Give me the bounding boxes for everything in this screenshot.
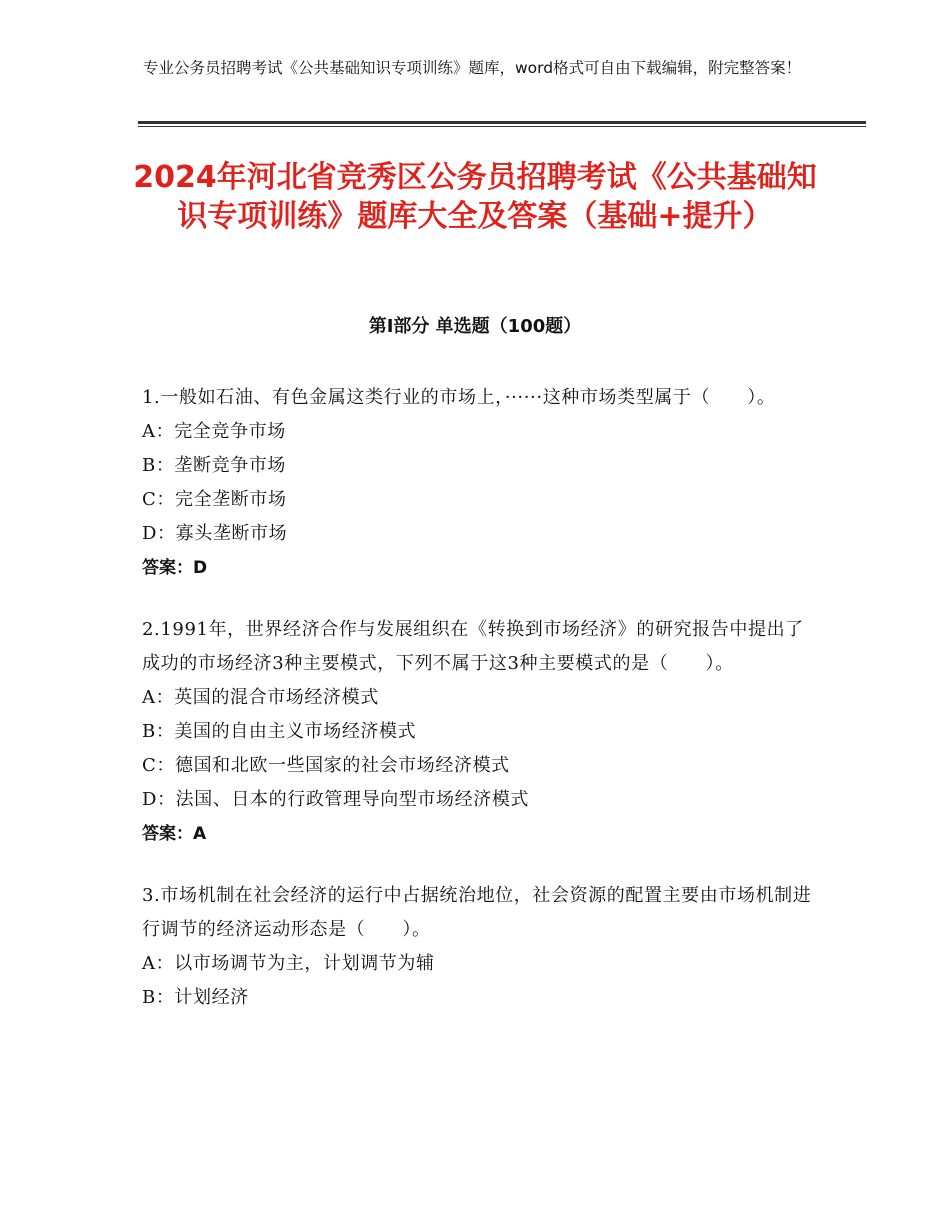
question-2 xyxy=(142,613,814,851)
option-c: C：德国和北欧一些国家的社会市场经济模式 xyxy=(142,755,510,776)
section-title: 第Ⅰ部分 单选题（100题） xyxy=(368,316,582,337)
document-title: 2024年河北省竞秀区公务员招聘考试《公共基础知识专项训练》题库大全及答案（基础+提升） xyxy=(133,160,817,234)
option-d: D：法国、日本的行政管理导向型市场经济模式 xyxy=(142,789,530,810)
question-list xyxy=(142,381,814,1043)
question-3 xyxy=(142,879,814,1015)
option-a: A：完全竞争市场 xyxy=(142,421,286,442)
option-d: D：寡头垄断市场 xyxy=(142,523,288,544)
question-stem: 2.1991年，世界经济合作与发展组织在《转换到市场经济》的研究报告中提出了成功的市场经济3种主要模式，下列不属于这3种主要模式的是（ ）。 xyxy=(142,619,804,674)
option-b: B：计划经济 xyxy=(142,987,249,1008)
header-note: 专业公务员招聘考试《公共基础知识专项训练》题库，word格式可自由下载编辑，附完整答案！ xyxy=(143,59,802,77)
header-divider-thin xyxy=(138,126,866,127)
question-stem: 3.市场机制在社会经济的运行中占据统治地位，社会资源的配置主要由市场机制进行调节的经济运动形态是（ ）。 xyxy=(142,885,812,940)
answer: 答案：A xyxy=(142,824,207,844)
question-1 xyxy=(142,381,814,585)
option-a: A：以市场调节为主，计划调节为辅 xyxy=(142,953,435,974)
option-a: A：英国的混合市场经济模式 xyxy=(142,687,379,708)
answer: 答案：D xyxy=(142,558,208,578)
question-stem: 1.一般如石油、有色金属这类行业的市场上，······这种市场类型属于（ ）。 xyxy=(142,387,776,408)
option-b: B：美国的自由主义市场经济模式 xyxy=(142,721,417,742)
header-divider-thick xyxy=(138,121,866,124)
option-b: B：垄断竞争市场 xyxy=(142,455,287,476)
option-c: C：完全垄断市场 xyxy=(142,489,287,510)
